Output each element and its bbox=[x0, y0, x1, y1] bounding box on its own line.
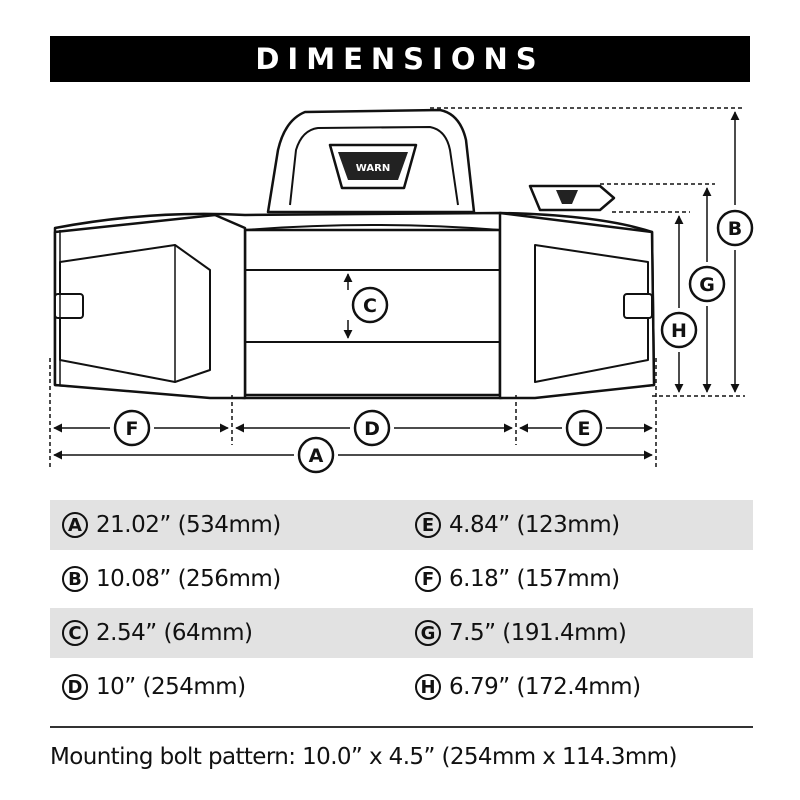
spec-cell-b bbox=[50, 566, 415, 592]
svg-text:H: H bbox=[671, 320, 687, 342]
marker-e bbox=[567, 411, 601, 445]
spec-value: 4.84” (123mm) bbox=[449, 512, 620, 538]
marker-c bbox=[353, 288, 387, 322]
marker-h bbox=[662, 313, 696, 347]
marker-d bbox=[355, 411, 389, 445]
letter-badge: D bbox=[62, 674, 88, 700]
letter-badge: A bbox=[62, 512, 88, 538]
letter-badge: B bbox=[62, 566, 88, 592]
svg-text:D: D bbox=[364, 418, 380, 440]
spec-value: 2.54” (64mm) bbox=[96, 620, 253, 646]
winch-illustration bbox=[55, 110, 654, 398]
letter-badge: G bbox=[415, 620, 441, 646]
dimension-spec-table bbox=[50, 500, 753, 716]
spec-row bbox=[50, 554, 753, 604]
svg-text:G: G bbox=[699, 274, 715, 296]
spec-cell-a bbox=[50, 512, 415, 538]
svg-text:F: F bbox=[125, 418, 139, 440]
spec-cell-d bbox=[50, 674, 415, 700]
spec-row bbox=[50, 608, 753, 658]
spec-row bbox=[50, 500, 753, 550]
letter-badge: E bbox=[415, 512, 441, 538]
warn-logo bbox=[330, 145, 416, 188]
spec-value: 10.08” (256mm) bbox=[96, 566, 281, 592]
logo-text: WARN bbox=[355, 163, 391, 174]
marker-a bbox=[299, 438, 333, 472]
letter-badge: F bbox=[415, 566, 441, 592]
spec-cell-h bbox=[415, 674, 753, 700]
spec-value: 6.79” (172.4mm) bbox=[449, 674, 641, 700]
svg-text:B: B bbox=[727, 218, 743, 240]
spec-row bbox=[50, 662, 753, 712]
marker-b bbox=[718, 211, 752, 245]
mounting-bolt-note: Mounting bolt pattern: 10.0” x 4.5” (254mm x 114.3mm) bbox=[50, 744, 677, 770]
marker-f bbox=[115, 411, 149, 445]
letter-badge: C bbox=[62, 620, 88, 646]
svg-text:E: E bbox=[577, 418, 591, 440]
spec-cell-g bbox=[415, 620, 753, 646]
letter-badge: H bbox=[415, 674, 441, 700]
svg-text:C: C bbox=[363, 295, 377, 317]
spec-value: 6.18” (157mm) bbox=[449, 566, 620, 592]
spec-value: 10” (254mm) bbox=[96, 674, 246, 700]
spec-cell-e bbox=[415, 512, 753, 538]
spec-cell-c bbox=[50, 620, 415, 646]
divider bbox=[50, 726, 753, 728]
marker-g bbox=[690, 267, 724, 301]
spec-cell-f bbox=[415, 566, 753, 592]
spec-value: 7.5” (191.4mm) bbox=[449, 620, 627, 646]
svg-text:A: A bbox=[308, 445, 324, 467]
page-title: DIMENSIONS bbox=[255, 42, 545, 76]
spec-value: 21.02” (534mm) bbox=[96, 512, 281, 538]
